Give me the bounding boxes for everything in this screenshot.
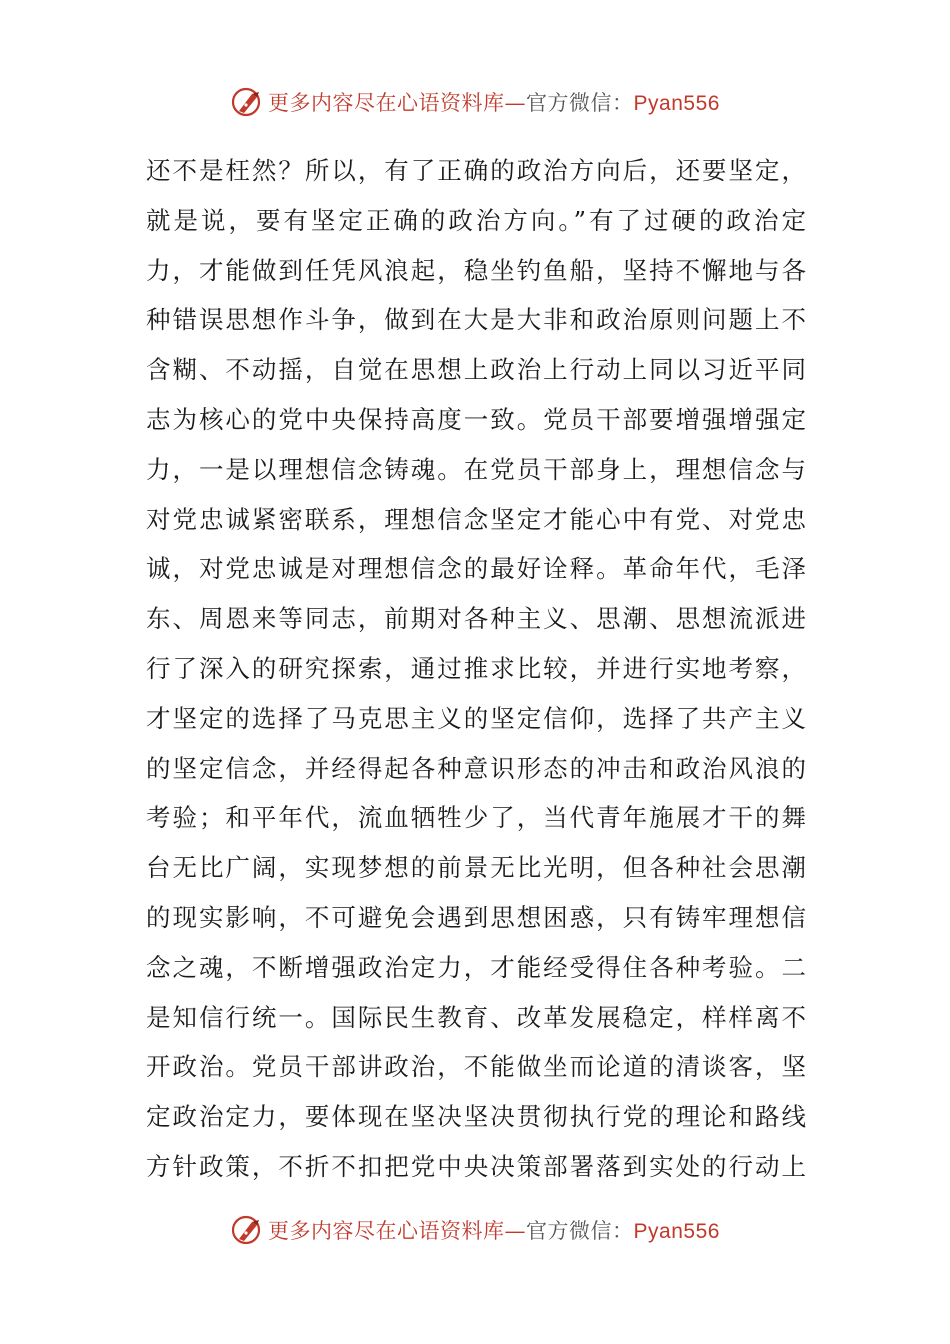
footer-wechat-id: Pyan556 bbox=[633, 1220, 720, 1243]
body-line: 的现实影响，不可避免会遇到思想困惑，只有铸牢理想信 bbox=[146, 902, 806, 932]
footer-banner bbox=[0, 1210, 950, 1250]
body-line: 台无比广阔，实现梦想的前景无比光明，但各种社会思潮 bbox=[146, 853, 806, 883]
body-line: 种错误思想作斗争，做到在大是大非和政治原则问题上不 bbox=[146, 305, 806, 335]
body-line: 就是说，要有坚定正确的政治方向。”有了过硬的政治定 bbox=[146, 205, 806, 235]
body-line: 力，一是以理想信念铸魂。在党员干部身上，理想信念与 bbox=[146, 454, 806, 484]
body-line: 诚，对党忠诚是对理想信念的最好诠释。革命年代，毛泽 bbox=[146, 554, 806, 584]
header-wechat-id: Pyan556 bbox=[633, 92, 720, 115]
pen-nib-logo-icon bbox=[230, 85, 264, 119]
header-text bbox=[268, 87, 720, 117]
document-body bbox=[146, 146, 806, 1192]
body-line: 才坚定的选择了马克思主义的坚定信仰，选择了共产主义 bbox=[146, 703, 806, 733]
header-wechat-label: 官方微信： bbox=[526, 91, 634, 115]
footer-site-text: 更多内容尽在心语资料库 bbox=[268, 1219, 505, 1243]
header-dash: — bbox=[504, 91, 527, 115]
body-line: 志为核心的党中央保持高度一致。党员干部要增强增强定 bbox=[146, 404, 806, 434]
header-banner bbox=[0, 82, 950, 122]
body-line: 念之魂，不断增强政治定力，才能经受得住各种考验。二 bbox=[146, 952, 806, 982]
footer-wechat-label: 官方微信： bbox=[526, 1219, 634, 1243]
body-line: 还不是枉然？所以，有了正确的政治方向后，还要坚定， bbox=[146, 156, 806, 185]
body-line: 方针政策，不折不扣把党中央决策部署落到实处的行动上 bbox=[146, 1151, 806, 1181]
header-site-text: 更多内容尽在心语资料库 bbox=[268, 91, 505, 115]
footer-dash: — bbox=[504, 1219, 527, 1243]
body-line: 含糊、不动摇，自觉在思想上政治上行动上同以习近平同 bbox=[146, 355, 806, 385]
body-line: 定政治定力，要体现在坚决坚决贯彻执行党的理论和路线 bbox=[146, 1102, 806, 1132]
pen-nib-logo-icon bbox=[230, 1213, 264, 1247]
body-line: 对党忠诚紧密联系，理想信念坚定才能心中有党、对党忠 bbox=[146, 504, 806, 534]
footer-text bbox=[268, 1215, 720, 1245]
body-line: 是知信行统一。国际民生教育、改革发展稳定，样样离不 bbox=[146, 1002, 806, 1032]
body-line: 考验；和平年代，流血牺牲少了，当代青年施展才干的舞 bbox=[146, 803, 806, 833]
body-line: 开政治。党员干部讲政治，不能做坐而论道的清谈客，坚 bbox=[146, 1052, 806, 1082]
body-line: 东、周恩来等同志，前期对各种主义、思潮、思想流派进 bbox=[146, 604, 806, 634]
body-line: 的坚定信念，并经得起各种意识形态的冲击和政治风浪的 bbox=[146, 753, 806, 783]
body-line: 力，才能做到任凭风浪起，稳坐钓鱼船，坚持不懈地与各 bbox=[146, 255, 806, 285]
body-line: 行了深入的研究探索，通过推求比较，并进行实地考察， bbox=[146, 653, 806, 683]
